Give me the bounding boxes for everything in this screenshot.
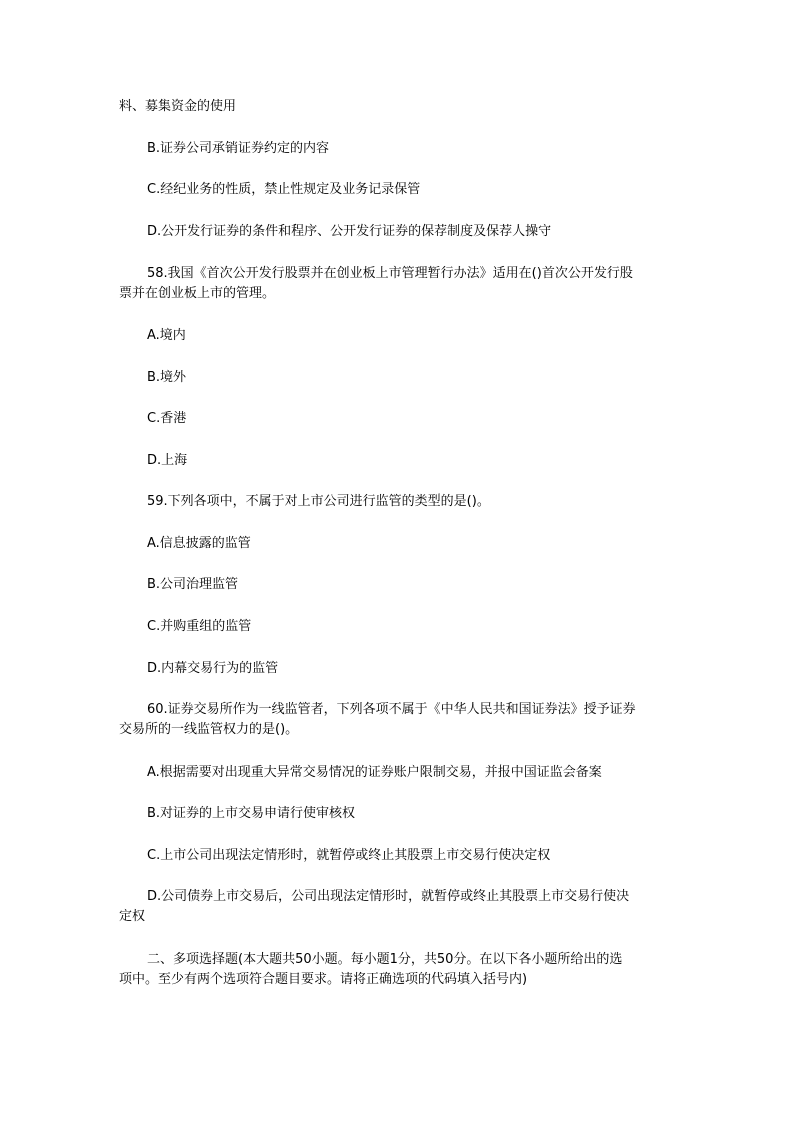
section2-heading	[119, 950, 679, 990]
q57-option-c: C.经纪业务的性质，禁止性规定及业务记录保管	[147, 182, 421, 197]
q60-option-d-line1: D.公司债券上市交易后，公司出现法定情形时，就暂停或终止其股票上市交易行使决	[147, 889, 630, 904]
q58-stem-line1: 58.我国《首次公开发行股票并在创业板上市管理暂行办法》适用在()首次公开发行股	[147, 266, 633, 281]
q60-stem-line1: 60.证券交易所作为一线监管者，下列各项不属于《中华人民共和国证券法》授予证券	[147, 702, 636, 717]
q57-option-d: D.公开发行证券的条件和程序、公开发行证券的保荐制度及保荐人操守	[147, 224, 552, 239]
q58-option-c: C.香港	[147, 411, 187, 426]
q58-stem-line2: 票并在创业板上市的管理。	[119, 286, 276, 301]
q60-stem	[119, 700, 679, 740]
q59-option-b: B.公司治理监管	[147, 577, 239, 592]
q58-stem	[119, 264, 679, 304]
q58-option-b: B.境外	[147, 370, 187, 385]
q58-option-d: D.上海	[147, 453, 188, 468]
q59-option-c: C.并购重组的监管	[147, 619, 252, 634]
q60-option-d-line2: 定权	[119, 909, 146, 924]
q60-option-a: A.根据需要对出现重大异常交易情况的证券账户限制交易，并报中国证监会备案	[147, 765, 602, 780]
q60-option-b: B.对证券的上市交易申请行使审核权	[147, 806, 356, 821]
q60-option-d	[119, 887, 679, 927]
q59-option-a: A.信息披露的监管	[147, 536, 251, 551]
section2-heading-line2: 项中。至少有两个选项符合题目要求。请将正确选项的代码填入括号内)	[119, 972, 528, 987]
q59-option-d: D.内幕交易行为的监管	[147, 661, 279, 676]
section2-heading-line1: 二、多项选择题(本大题共50小题。每小题1分，共50分。在以下各小题所给出的选	[147, 952, 623, 967]
q60-stem-line2: 交易所的一线监管权力的是()。	[119, 722, 299, 737]
q57-option-b: B.证券公司承销证券约定的内容	[147, 141, 330, 156]
q58-option-a: A.境内	[147, 328, 186, 343]
continuation-text: 料、募集资金的使用	[119, 99, 237, 114]
q59-stem: 59.下列各项中，不属于对上市公司进行监管的类型的是()。	[147, 494, 490, 509]
q60-option-c: C.上市公司出现法定情形时，就暂停或终止其股票上市交易行使决定权	[147, 848, 551, 863]
